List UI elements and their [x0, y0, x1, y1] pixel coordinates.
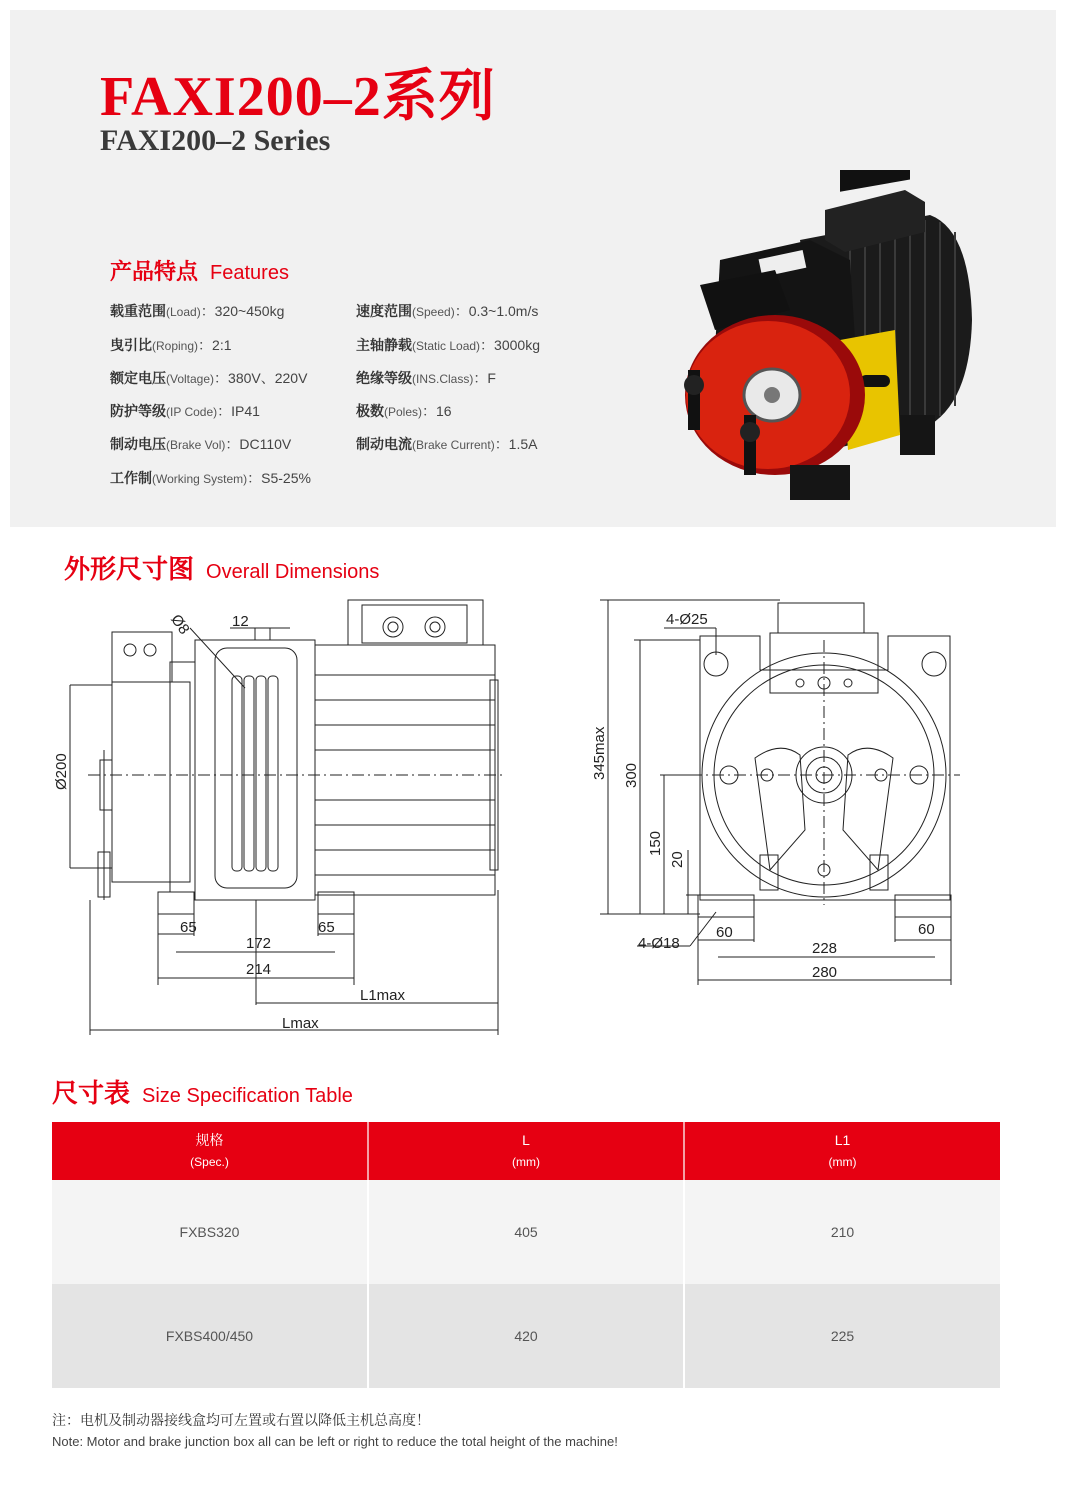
table-header-l: [368, 1122, 684, 1180]
dim-label-228: 228: [812, 940, 838, 957]
dimension-drawing: [40, 590, 1030, 1040]
header-sub: (Spec.): [190, 1155, 229, 1169]
page-subtitle: FAXI200–2 Series: [100, 124, 331, 157]
dim-label-172: 172: [246, 935, 272, 952]
features-heading-en: Features: [210, 262, 289, 284]
table-cell-spec: FXBS400/450: [52, 1284, 368, 1388]
feature-key: 工作制: [110, 471, 152, 487]
header-label: L: [522, 1132, 530, 1148]
feature-key-en: (INS.Class): [412, 372, 474, 386]
table-cell-spec: FXBS320: [52, 1180, 368, 1284]
table-row: [52, 1284, 1000, 1388]
feature-item-brake-vol: [110, 434, 291, 454]
feature-item-working-system: [110, 468, 311, 488]
page-title: FAXI200–2系列: [100, 66, 496, 128]
dim-label-12: 12: [232, 613, 249, 630]
feature-item-roping: [110, 335, 232, 355]
feature-item-load: [110, 301, 284, 321]
feature-value: ：3000kg: [480, 337, 540, 353]
feature-key-en: (Roping): [152, 339, 199, 353]
dim-label-l1max: L1max: [360, 987, 406, 1004]
dim-label-60-right: 60: [918, 921, 935, 938]
feature-key: 主轴静载: [356, 338, 412, 354]
dim-label-phi8: Ø8: [167, 611, 193, 638]
feature-key: 速度范围: [356, 304, 412, 320]
feature-value: ：0.3~1.0m/s: [454, 303, 539, 319]
feature-key-en: (Brake Current): [412, 438, 495, 452]
feature-key-en: (Static Load): [412, 339, 481, 353]
header-label: 规格: [195, 1132, 224, 1148]
size-table-heading: [52, 1073, 353, 1110]
features-heading: [110, 255, 289, 286]
table-header-spec: [52, 1122, 368, 1180]
feature-value: ：S5-25%: [247, 470, 311, 486]
feature-item-speed: [356, 301, 538, 321]
front-view: [600, 600, 960, 985]
dim-label-65-right: 65: [318, 919, 335, 936]
dimensions-heading-en: Overall Dimensions: [206, 561, 380, 583]
feature-key-en: (Poles): [384, 405, 423, 419]
feature-value: ：IP41: [217, 403, 260, 419]
feature-value: ：320~450kg: [200, 303, 285, 319]
feature-key-en: (Working System): [152, 472, 248, 486]
feature-key-en: (Load): [166, 305, 201, 319]
table-cell-l1: 225: [684, 1284, 1000, 1388]
dim-label-150: 150: [647, 830, 664, 856]
table-cell-l: 420: [368, 1284, 684, 1388]
feature-key: 防护等级: [110, 404, 166, 420]
dim-label-20: 20: [669, 851, 686, 868]
table-row: [52, 1180, 1000, 1284]
dim-label-holes-bottom: 4-Ø18: [638, 935, 680, 952]
features-heading-cn: 产品特点: [110, 260, 199, 285]
note-en: Note: Motor and brake junction box all can be left or right to reduce the total height of the machine!: [52, 1434, 618, 1449]
feature-key: 载重范围: [110, 304, 166, 320]
feature-key-en: (Brake Vol): [166, 438, 226, 452]
dim-label-60-left: 60: [716, 924, 733, 941]
dim-label-65-left: 65: [180, 919, 197, 936]
table-cell-l: 405: [368, 1180, 684, 1284]
feature-value: ：2:1: [198, 337, 232, 353]
feature-key: 曳引比: [110, 338, 152, 354]
dimensions-heading: [64, 549, 379, 586]
feature-key: 制动电压: [110, 437, 166, 453]
dim-label-280: 280: [812, 964, 838, 981]
feature-value: ：F: [473, 370, 496, 386]
feature-key: 极数: [356, 404, 384, 420]
feature-item-brake-current: [356, 434, 538, 454]
table-header-l1: [684, 1122, 1000, 1180]
feature-item-static-load: [356, 335, 540, 355]
feature-value: ：380V、220V: [214, 370, 308, 386]
side-view: [70, 600, 505, 1035]
table-header-row: [52, 1122, 1000, 1180]
size-table-heading-en: Size Specification Table: [142, 1085, 353, 1107]
feature-item-voltage: [110, 368, 307, 388]
feature-item-ins-class: [356, 368, 496, 388]
feature-key-en: (IP Code): [166, 405, 218, 419]
header-sub: (mm): [512, 1155, 540, 1169]
header-sub: (mm): [828, 1155, 857, 1169]
dimensions-heading-cn: 外形尺寸图: [64, 555, 195, 585]
feature-key: 绝缘等级: [356, 371, 412, 387]
dim-label-holes-top: 4-Ø25: [666, 611, 708, 628]
feature-item-ip-code: [110, 401, 260, 421]
feature-item-poles: [356, 401, 452, 421]
feature-key: 制动电流: [356, 437, 412, 453]
feature-value: ：16: [422, 403, 452, 419]
dim-label-phi200: Ø200: [53, 753, 70, 790]
feature-value: ：1.5A: [494, 436, 538, 452]
traction-machine-image: [680, 170, 1000, 510]
dim-label-214: 214: [246, 961, 272, 978]
note-cn: 注：电机及制动器接线盒均可左置或右置以降低主机总高度！: [52, 1413, 430, 1429]
size-spec-table: [52, 1122, 1000, 1388]
dim-label-lmax: Lmax: [282, 1015, 319, 1032]
dim-label-345max: 345max: [591, 726, 608, 780]
table-cell-l1: 210: [684, 1180, 1000, 1284]
dim-label-300: 300: [623, 762, 640, 788]
feature-key-en: (Voltage): [166, 372, 215, 386]
feature-key: 额定电压: [110, 371, 166, 387]
feature-key-en: (Speed): [412, 305, 455, 319]
size-table-heading-cn: 尺寸表: [52, 1079, 131, 1109]
feature-value: ：DC110V: [225, 436, 292, 452]
header-label: L1: [834, 1132, 851, 1148]
